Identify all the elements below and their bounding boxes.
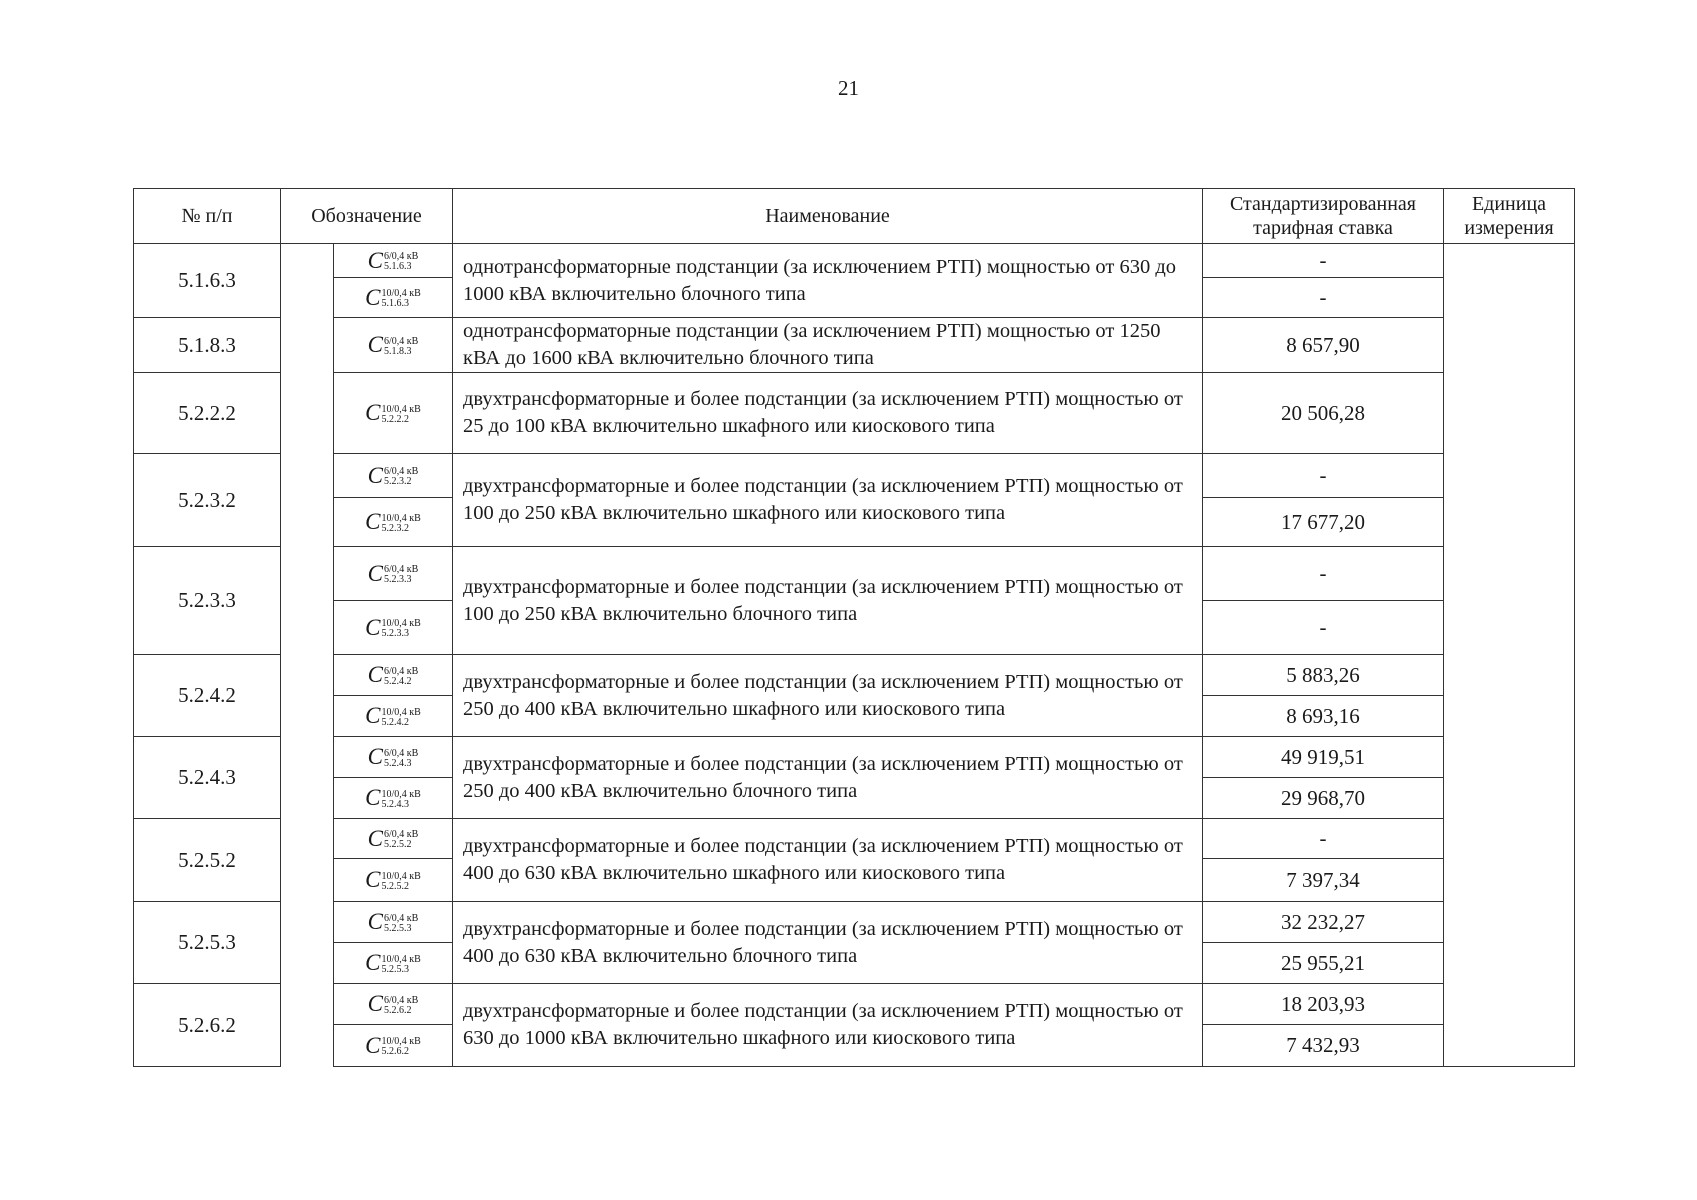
row-number: 5.1.8.3 (134, 318, 281, 373)
designation-superscript: 6/0,4 кВ (384, 994, 419, 1006)
table-row (134, 655, 1575, 696)
designation-subscript: 5.2.5.2 (381, 880, 410, 892)
designation-subscript: 5.2.4.3 (384, 757, 412, 769)
tariff-rate: 7 432,93 (1203, 1025, 1444, 1067)
designation-superscript: 10/0,4 кВ (381, 618, 421, 630)
header-rate: Стандартизированная тарифная ставка (1203, 189, 1444, 244)
rate-designation (334, 859, 453, 902)
row-number: 5.2.4.2 (134, 655, 281, 737)
designation-symbol: C (367, 744, 384, 769)
rate-designation (334, 778, 453, 819)
tariff-rate: - (1203, 819, 1444, 859)
designation-symbol: C (367, 825, 384, 851)
tariff-rate: 18 203,93 (1203, 984, 1444, 1025)
designation-symbol: C (365, 614, 381, 640)
row-number: 5.2.6.2 (134, 984, 281, 1067)
designation-subscript: 5.2.4.2 (381, 716, 410, 728)
designation-subscript: 5.1.6.3 (381, 298, 410, 310)
header-num: № п/п (134, 189, 281, 244)
designation-subscript: 5.2.3.2 (384, 476, 412, 488)
tariff-rate: - (1203, 454, 1444, 498)
table-row (134, 244, 1575, 278)
designation-superscript: 6/0,4 кВ (384, 829, 419, 841)
tariff-rate: - (1203, 547, 1444, 601)
designation-indices (384, 914, 418, 934)
tariff-rate: 17 677,20 (1203, 498, 1444, 547)
designation-superscript: 10/0,4 кВ (381, 403, 421, 415)
designation-superscript: 6/0,4 кВ (384, 912, 419, 924)
row-number: 5.2.3.3 (134, 547, 281, 655)
tariff-rate: 7 397,34 (1203, 859, 1444, 902)
designation-indices (384, 996, 418, 1016)
tariff-rate: 20 506,28 (1203, 373, 1444, 454)
tariff-rate: 49 919,51 (1203, 737, 1444, 778)
item-name: двухтрансформаторные и более подстанции (за исключением РТП) мощностью от 400 до 630 кВА включительно шкафного или киоскового типа (453, 819, 1203, 902)
designation-spacer (281, 244, 334, 1067)
designation-superscript: 6/0,4 кВ (384, 665, 419, 677)
rate-designation (334, 547, 453, 601)
row-number: 5.2.3.2 (134, 454, 281, 547)
rate-designation (334, 601, 453, 655)
row-number: 5.2.5.3 (134, 902, 281, 984)
designation-subscript: 5.1.6.3 (384, 261, 412, 273)
item-name: двухтрансформаторные и более подстанции (за исключением РТП) мощностью от 25 до 100 кВА включительно шкафного или киоскового типа (453, 373, 1203, 454)
designation-indices (382, 1037, 421, 1057)
designation-subscript: 5.2.3.3 (384, 574, 412, 586)
designation-subscript: 5.2.6.2 (381, 1046, 410, 1058)
item-name: двухтрансформаторные и более подстанции (за исключением РТП) мощностью от 400 до 630 кВА включительно блочного типа (453, 902, 1203, 984)
table-row (134, 318, 1575, 373)
rate-designation (334, 373, 453, 454)
rate-designation (334, 902, 453, 943)
rate-designation (334, 819, 453, 859)
unit-cell (1444, 244, 1575, 1067)
designation-indices (382, 790, 421, 810)
rate-designation (334, 318, 453, 373)
designation-superscript: 10/0,4 кВ (381, 788, 421, 800)
rate-designation (334, 655, 453, 696)
rate-designation (334, 278, 453, 318)
designation-superscript: 10/0,4 кВ (381, 870, 421, 882)
designation-subscript: 5.2.3.3 (381, 628, 410, 640)
designation-subscript: 5.2.6.2 (384, 1004, 412, 1016)
designation-indices (384, 337, 418, 357)
tariff-rate: 25 955,21 (1203, 943, 1444, 984)
designation-indices (382, 955, 421, 975)
row-number: 5.2.2.2 (134, 373, 281, 454)
item-name: двухтрансформаторные и более подстанции (за исключением РТП) мощностью от 100 до 250 кВА включительно блочного типа (453, 547, 1203, 655)
designation-indices (384, 565, 418, 585)
designation-symbol: C (365, 867, 381, 892)
designation-symbol: C (365, 284, 381, 310)
table-row (134, 373, 1575, 454)
rate-designation (334, 943, 453, 984)
designation-subscript: 5.2.4.2 (384, 675, 412, 687)
designation-superscript: 10/0,4 кВ (381, 706, 421, 718)
header-unit: Единица измерения (1444, 189, 1575, 244)
designation-superscript: 6/0,4 кВ (384, 251, 419, 263)
designation-indices (384, 749, 418, 769)
designation-indices (384, 252, 418, 272)
table-row (134, 984, 1575, 1025)
designation-subscript: 5.2.4.3 (381, 798, 410, 810)
designation-subscript: 5.1.8.3 (384, 345, 412, 357)
designation-symbol: C (367, 247, 384, 273)
designation-subscript: 5.2.2.2 (381, 413, 410, 425)
table-row (134, 737, 1575, 778)
header-name: Наименование (453, 189, 1203, 244)
item-name: двухтрансформаторные и более подстанции (за исключением РТП) мощностью от 100 до 250 кВА включительно шкафного или киоскового типа (453, 454, 1203, 547)
item-name: однотрансформаторные подстанции (за исключением РТП) мощностью от 630 до 1000 кВА включительно блочного типа (453, 244, 1203, 318)
designation-symbol: C (365, 509, 381, 534)
rate-designation (334, 984, 453, 1025)
designation-superscript: 10/0,4 кВ (381, 953, 421, 965)
designation-symbol: C (365, 1032, 381, 1058)
tariff-rate: - (1203, 601, 1444, 655)
table-row (134, 454, 1575, 498)
designation-indices (382, 619, 421, 639)
table-row (134, 547, 1575, 601)
designation-symbol: C (367, 662, 384, 687)
designation-superscript: 10/0,4 кВ (381, 1036, 421, 1048)
header-designation: Обозначение (281, 189, 453, 244)
designation-superscript: 10/0,4 кВ (381, 512, 421, 524)
table-row (134, 902, 1575, 943)
item-name: двухтрансформаторные и более подстанции (за исключением РТП) мощностью от 250 до 400 кВА включительно шкафного или киоскового типа (453, 655, 1203, 737)
designation-indices (382, 405, 421, 425)
tariff-rate: 8 693,16 (1203, 696, 1444, 737)
designation-superscript: 6/0,4 кВ (384, 335, 419, 347)
row-number: 5.2.5.2 (134, 819, 281, 902)
designation-symbol: C (367, 909, 384, 934)
table-row (134, 819, 1575, 859)
table-body (134, 244, 1575, 1067)
designation-indices (382, 872, 421, 892)
designation-subscript: 5.2.5.3 (381, 963, 410, 975)
item-name: двухтрансформаторные и более подстанции (за исключением РТП) мощностью от 250 до 400 кВА включительно блочного типа (453, 737, 1203, 819)
rate-designation (334, 498, 453, 547)
designation-symbol: C (365, 785, 381, 810)
designation-indices (384, 830, 418, 850)
item-name: однотрансформаторные подстанции (за исключением РТП) мощностью от 1250 кВА до 1600 кВА включительно блочного типа (453, 318, 1203, 373)
table-header-row (134, 189, 1575, 244)
rate-designation (334, 244, 453, 278)
row-number: 5.1.6.3 (134, 244, 281, 318)
designation-indices (384, 667, 418, 687)
rate-designation (334, 1025, 453, 1067)
tariff-rate: 8 657,90 (1203, 318, 1444, 373)
tariff-rate: - (1203, 278, 1444, 318)
rate-designation (334, 737, 453, 778)
tariff-rate: 29 968,70 (1203, 778, 1444, 819)
designation-symbol: C (365, 400, 381, 425)
designation-symbol: C (367, 991, 384, 1016)
designation-symbol: C (367, 462, 384, 488)
designation-superscript: 6/0,4 кВ (384, 564, 419, 576)
rate-designation (334, 454, 453, 498)
designation-superscript: 10/0,4 кВ (381, 288, 421, 300)
designation-symbol: C (365, 703, 381, 728)
designation-indices (382, 289, 421, 309)
designation-indices (384, 467, 418, 487)
designation-subscript: 5.2.5.2 (384, 839, 412, 851)
designation-symbol: C (367, 332, 384, 357)
tariff-rate: 32 232,27 (1203, 902, 1444, 943)
designation-subscript: 5.2.3.2 (381, 522, 410, 534)
designation-indices (382, 514, 421, 534)
designation-symbol: C (367, 560, 384, 586)
designation-symbol: C (365, 950, 381, 975)
designation-superscript: 6/0,4 кВ (384, 747, 419, 759)
designation-subscript: 5.2.5.3 (384, 922, 412, 934)
row-number: 5.2.4.3 (134, 737, 281, 819)
page-number: 21 (838, 76, 859, 100)
item-name: двухтрансформаторные и более подстанции (за исключением РТП) мощностью от 630 до 1000 кВА включительно шкафного или киоскового типа (453, 984, 1203, 1067)
designation-indices (382, 708, 421, 728)
tariff-rate: - (1203, 244, 1444, 278)
tariff-rate: 5 883,26 (1203, 655, 1444, 696)
tariff-table (133, 188, 1575, 1067)
rate-designation (334, 696, 453, 737)
designation-superscript: 6/0,4 кВ (384, 466, 419, 478)
